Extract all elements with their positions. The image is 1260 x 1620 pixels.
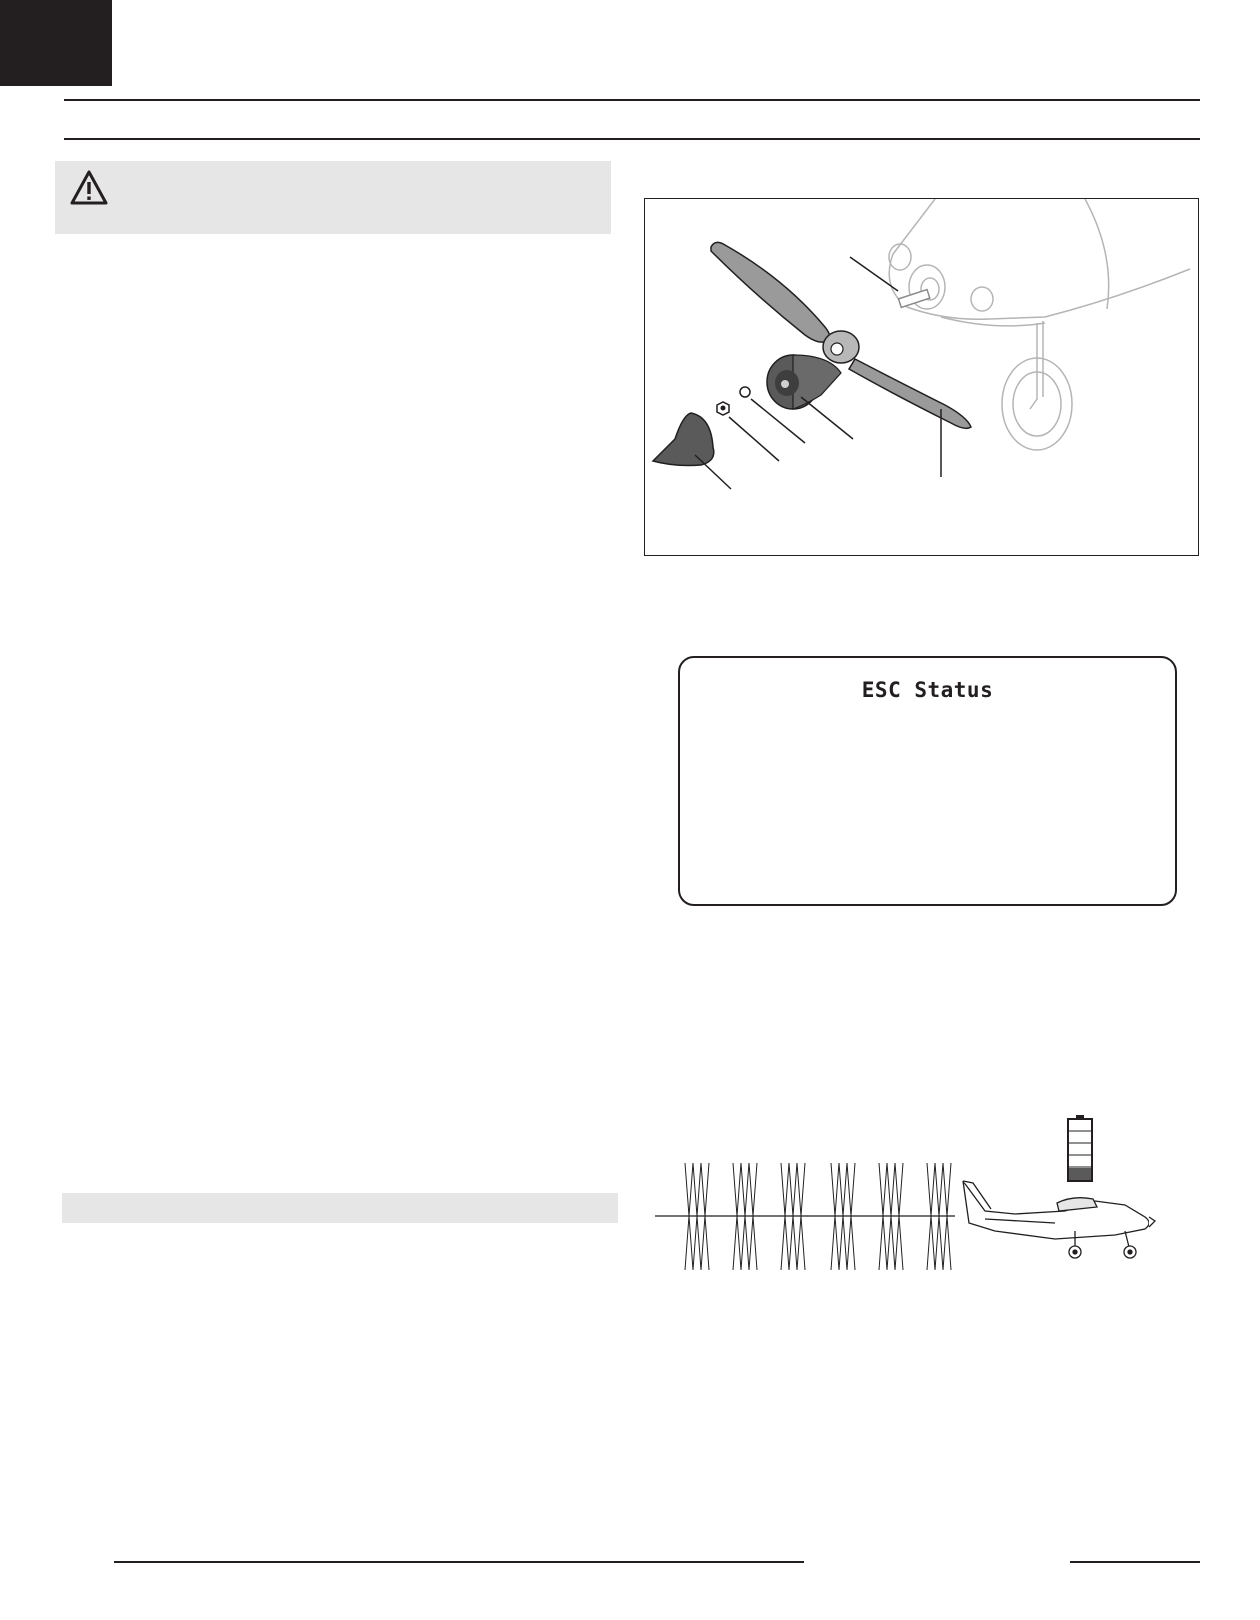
spinner-cone <box>653 413 714 466</box>
battery-icon <box>1068 1115 1092 1181</box>
esc-status-title: ESC Status <box>861 678 994 702</box>
pulse-group <box>879 1163 903 1270</box>
propeller-diagram <box>645 199 1200 557</box>
section-heading-bar <box>62 1193 618 1223</box>
pulse-group <box>733 1163 757 1270</box>
spinner-backplate <box>767 355 841 409</box>
footer-rule-left <box>114 1561 804 1563</box>
warning-box <box>55 161 611 234</box>
airplane-side-view <box>963 1181 1155 1258</box>
warning-triangle-icon <box>69 169 109 207</box>
washer <box>740 387 750 397</box>
low-voltage-cutoff-figure <box>655 1115 1175 1280</box>
pulse-group <box>927 1163 951 1270</box>
header-rule-top <box>64 99 1200 101</box>
section-tab <box>0 0 112 86</box>
propeller-installation-figure <box>644 198 1199 556</box>
lvc-diagram <box>655 1115 1175 1280</box>
footer-rule-right <box>1070 1561 1200 1563</box>
pulse-group <box>781 1163 805 1270</box>
motor-shaft <box>898 290 929 308</box>
header-rule-bottom <box>64 138 1200 140</box>
pulse-group <box>831 1163 855 1270</box>
propeller <box>711 242 971 428</box>
pulse-group <box>685 1163 709 1270</box>
esc-status-screen <box>678 656 1177 906</box>
prop-nut <box>717 402 729 415</box>
